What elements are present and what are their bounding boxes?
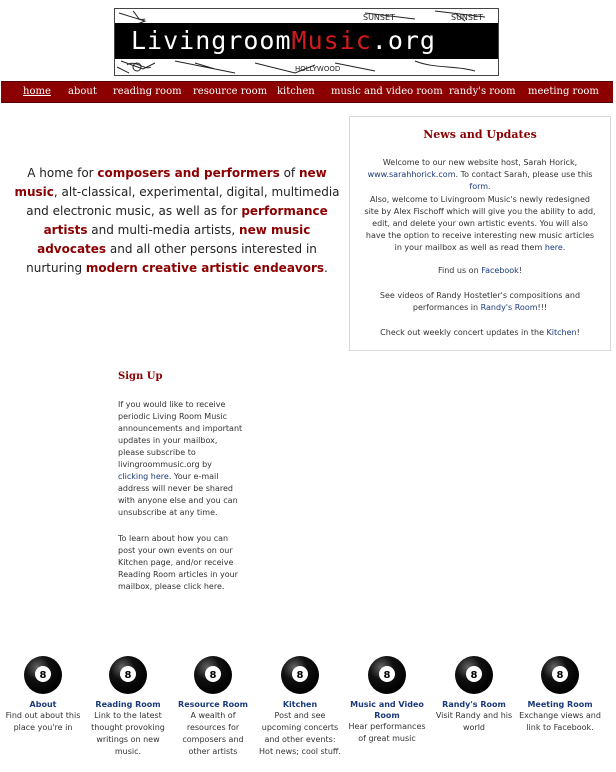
room-about[interactable] (1, 655, 85, 734)
intro-segment: A home for (27, 166, 98, 180)
svg-text:SUNSET: SUNSET (363, 13, 395, 22)
room-desc: Link to the latest thought provoking writings on new music. (91, 711, 165, 756)
room-name[interactable]: Reading Room (95, 700, 161, 709)
facebook-link[interactable]: Facebook (481, 266, 519, 275)
intro-segment: and multi-media artists, (87, 223, 240, 237)
signup-events-text: To learn about how you can post your own events on our Kitchen page, and/or receive Reading Room articles in your mailbox, please click here. (118, 534, 238, 591)
signup-text (118, 399, 243, 519)
signup-text-segment: . Your e-mail address will never be shared with anyone else and you can unsubscribe at any time. (118, 472, 238, 517)
nav-item-meeting-room[interactable]: meeting room (528, 86, 599, 97)
subscribe-link[interactable]: clicking here (118, 472, 169, 481)
randys-room-link[interactable]: Randy's Room (480, 303, 538, 312)
news-item-randy-videos (362, 290, 598, 314)
svg-text:8: 8 (470, 670, 478, 681)
room-desc: Hear performances of great music (348, 722, 426, 743)
news-item-facebook (362, 265, 598, 277)
news-item-redesign (362, 194, 598, 254)
nav-item-reading-room[interactable]: reading room (113, 86, 182, 97)
room-resource-room[interactable] (171, 655, 255, 758)
news-text: ! (576, 328, 580, 337)
news-text: ! (518, 266, 523, 275)
nav-item-about[interactable]: about (68, 86, 97, 97)
svg-text:8: 8 (209, 670, 217, 681)
articles-here-link[interactable]: here (544, 243, 563, 252)
news-text: . (562, 243, 566, 252)
room-desc: A wealth of resources for composers and other artists (182, 711, 244, 756)
logo-text-suffix: .org (371, 26, 436, 55)
room-name[interactable]: Music and Video Room (350, 700, 424, 720)
intro-segment: of (279, 166, 299, 180)
intro-segment: , alt-classical, experimental, digital, multimedia and electronic music, as well as for (26, 185, 340, 218)
logo-text (131, 23, 436, 59)
eight-ball-icon[interactable] (193, 655, 233, 695)
eight-ball-icon[interactable] (540, 655, 580, 695)
svg-text:8: 8 (124, 670, 132, 681)
room-desc: Exchange views and link to Facebook. (519, 711, 601, 732)
room-name[interactable]: Kitchen (282, 700, 318, 709)
intro-highlight-new-music: new music (14, 166, 327, 199)
room-desc: Find out about this place you're in (5, 711, 81, 732)
room-name[interactable]: Meeting Room (527, 700, 593, 709)
room-name[interactable]: Randy's Room (442, 700, 506, 709)
nav-item-resource-room[interactable]: resource room (193, 86, 268, 97)
intro-highlight-endeavors: modern creative artistic endeavors (85, 261, 325, 275)
nav-item-music-and-video-room[interactable]: music and video room (331, 86, 443, 97)
nav-item-home[interactable]: home (23, 86, 51, 97)
news-text: Also, welcome to Livingroom Music's newly redesigned site by Alex Fischoff which will give you the ability to add, edit, and delete your own artistic events. You will also have the option to receive interesting new music articles in your mailbox as well as read them (364, 195, 596, 252)
intro-highlight-composers: composers and performers (97, 166, 280, 180)
signup-text-segment: If you would like to receive periodic Living Room Music announcements and important updates in your mailbox, please subscribe to livingroommusic.org by (118, 400, 243, 469)
news-text: See videos of Randy Hostetler's compositions and performances in (379, 291, 581, 312)
intro-highlight-performance-artists: performance artists (43, 204, 328, 237)
eight-ball-icon[interactable] (367, 655, 407, 695)
room-name[interactable]: About (29, 700, 57, 709)
news-text: Check out weekly concert updates in the (380, 328, 547, 337)
eight-ball-icon[interactable] (23, 655, 63, 695)
room-desc: Post and see upcoming concerts and other events: Hot news; cool stuff. (259, 711, 341, 756)
svg-text:8: 8 (296, 670, 304, 681)
site-logo[interactable] (114, 8, 499, 76)
news-panel (349, 116, 611, 351)
news-title: News and Updates (423, 128, 537, 141)
news-text: Find us on (437, 266, 482, 275)
svg-text:8: 8 (39, 670, 47, 681)
svg-text:HOLLYWOOD: HOLLYWOOD (295, 65, 341, 73)
news-text: . To contact Sarah, please use this (455, 170, 593, 179)
room-desc: Visit Randy and his world (435, 711, 513, 732)
news-text: !!! (537, 303, 548, 312)
room-reading-room[interactable] (86, 655, 170, 758)
room-randys-room[interactable] (432, 655, 516, 734)
intro-segment: and all other persons interested in nurturing (26, 242, 317, 275)
logo-text-prefix: Livingroom (131, 26, 292, 55)
eight-ball-icon[interactable] (280, 655, 320, 695)
kitchen-link[interactable]: Kitchen (546, 328, 577, 337)
svg-text:SUNSET: SUNSET (451, 13, 483, 22)
logo-text-accent: Music (291, 26, 372, 55)
news-text: Welcome to our new website host, Sarah Horick, (382, 158, 578, 167)
intro-highlight-advocates: new music advocates (37, 223, 311, 256)
room-kitchen[interactable] (258, 655, 342, 758)
room-name[interactable]: Resource Room (178, 700, 248, 709)
sarahhorick-link[interactable]: www.sarahhorick.com (367, 170, 456, 179)
signup-title: Sign Up (118, 371, 163, 382)
news-item-kitchen (362, 327, 598, 339)
room-music-and-video-room[interactable] (345, 655, 429, 745)
svg-text:8: 8 (556, 670, 564, 681)
intro-text (8, 164, 346, 278)
intro-segment: . (324, 261, 328, 275)
contact-form-link[interactable]: form (469, 182, 489, 191)
nav-item-randys-room[interactable]: randy's room (449, 86, 516, 97)
svg-text:8: 8 (383, 670, 391, 681)
eight-ball-icon[interactable] (454, 655, 494, 695)
news-text: . (488, 182, 491, 191)
main-nav (1, 81, 613, 103)
nav-item-kitchen[interactable]: kitchen (277, 86, 315, 97)
eight-ball-icon[interactable] (108, 655, 148, 695)
news-item-host (362, 157, 598, 193)
room-meeting-room[interactable] (518, 655, 602, 734)
